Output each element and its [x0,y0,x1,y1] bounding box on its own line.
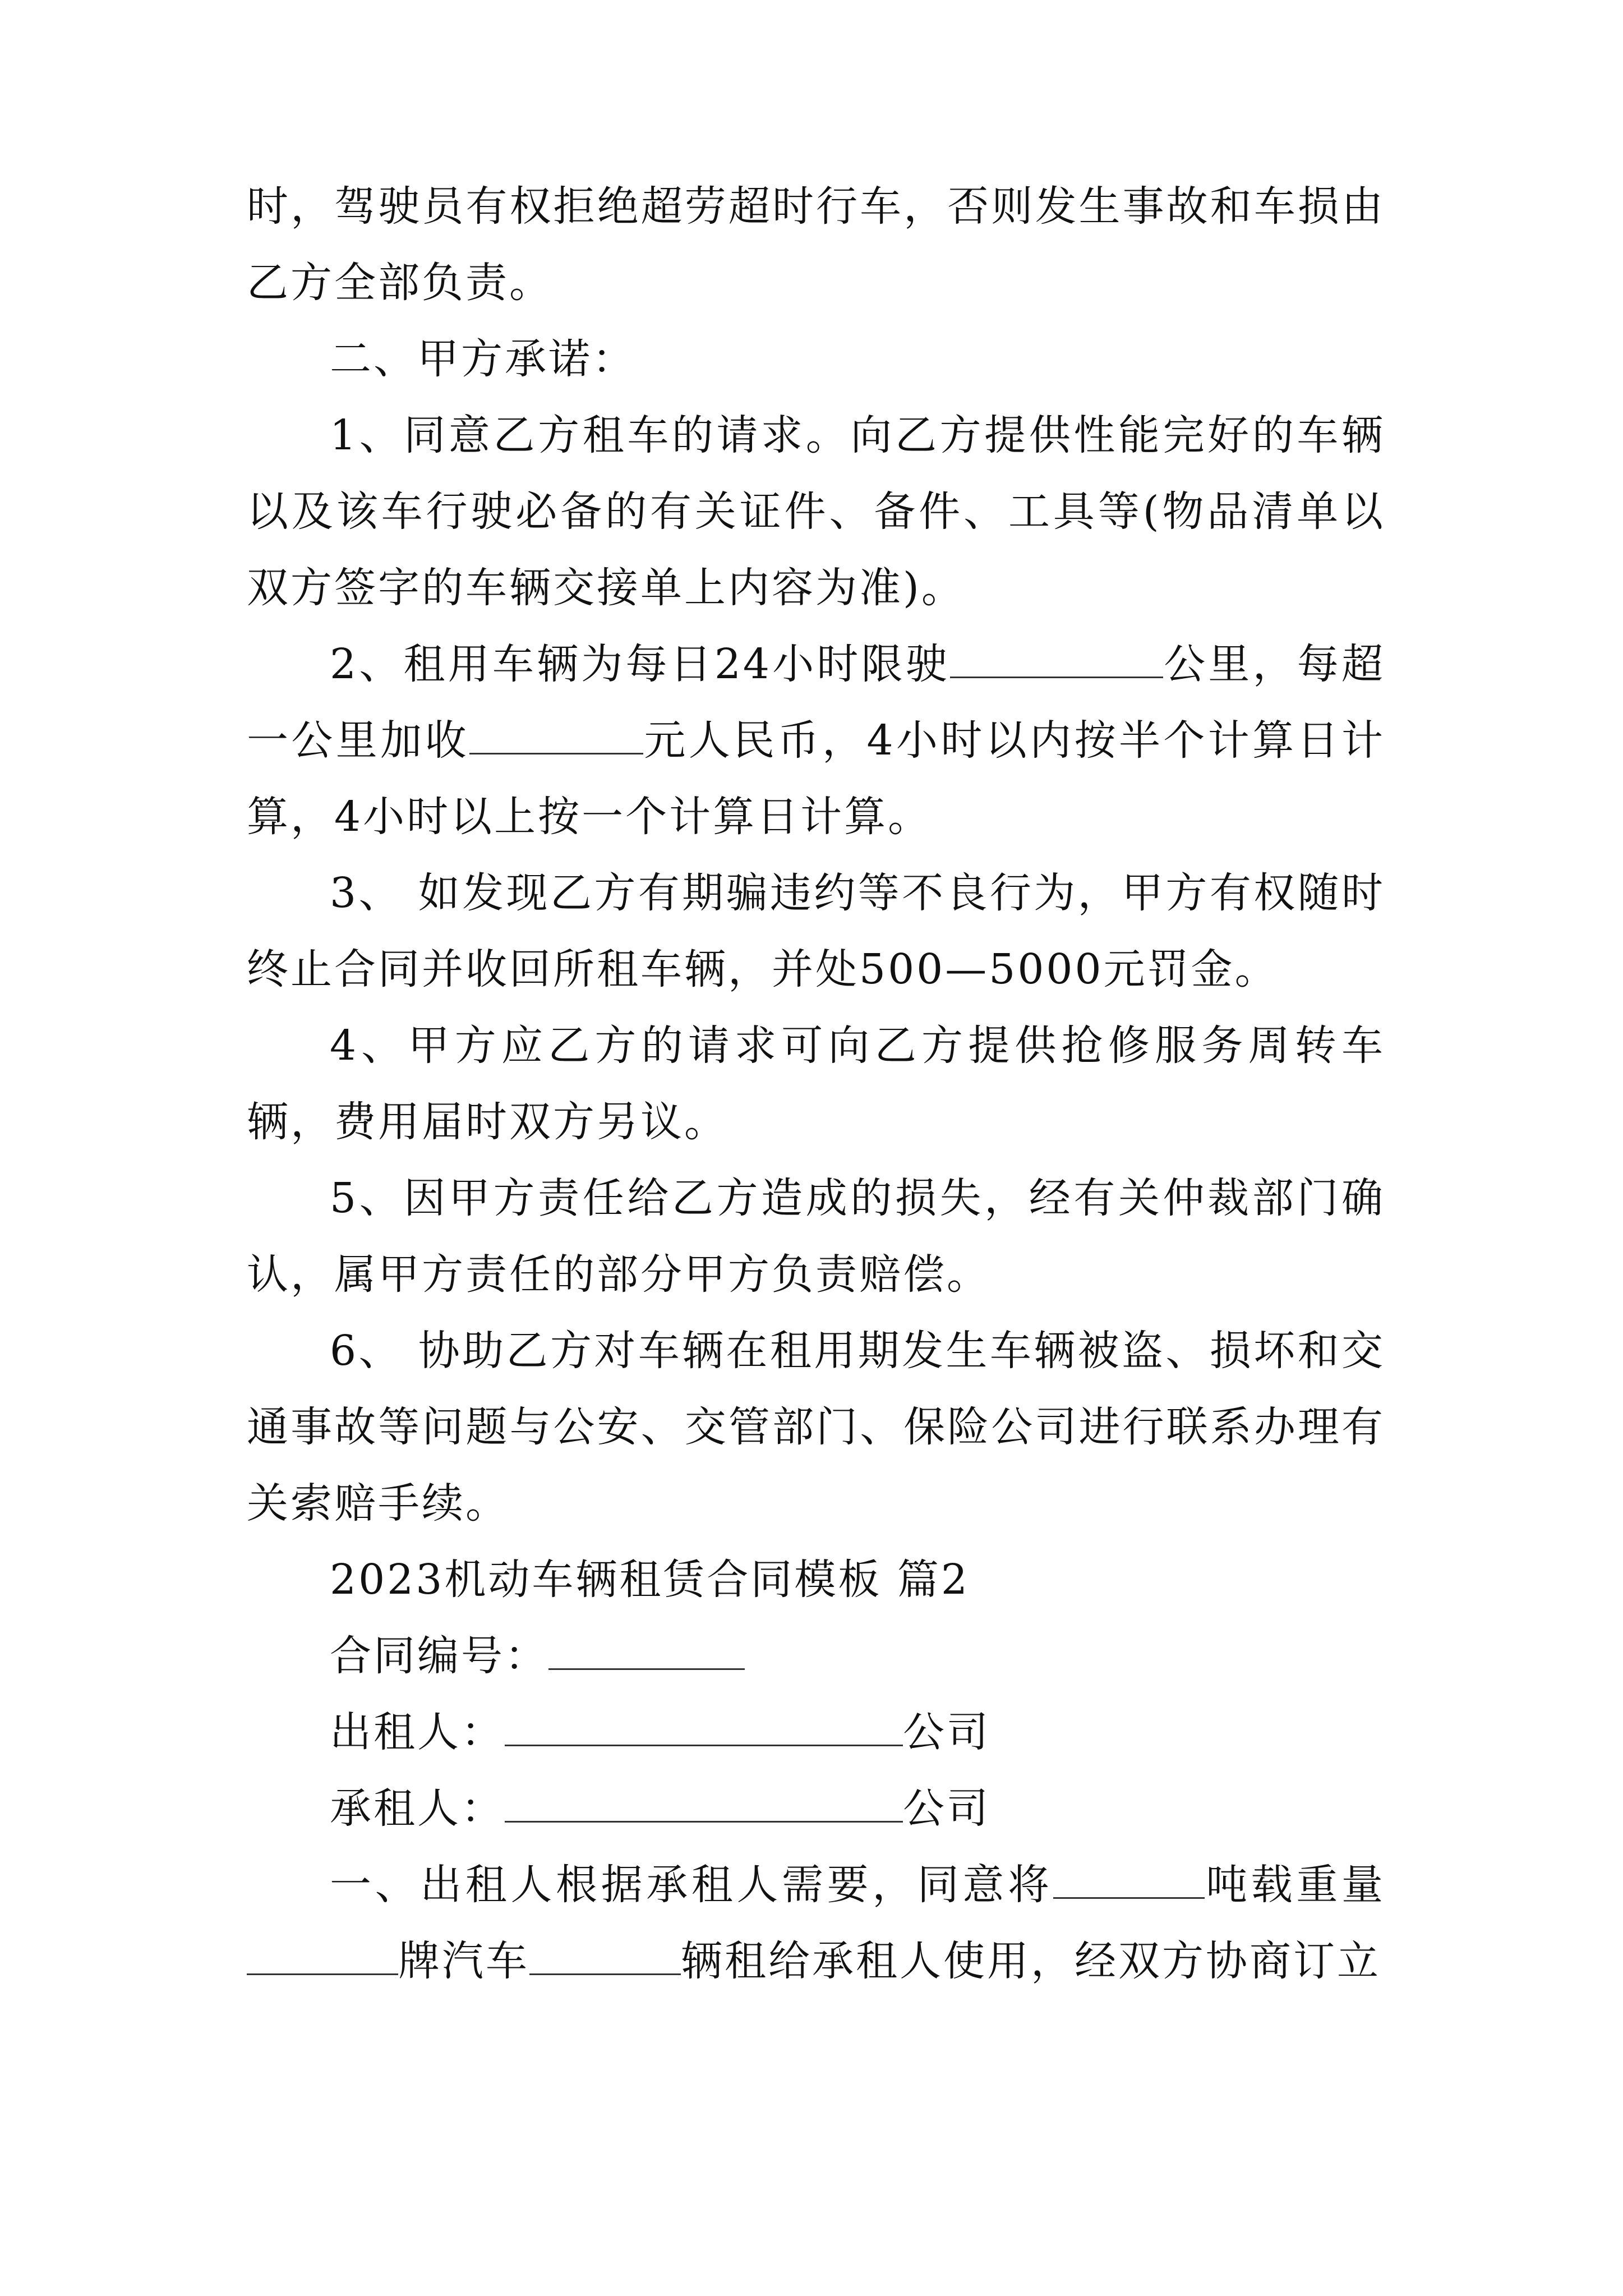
clause-3-termination: 3、 如发现乙方有期骗违约等不良行为，甲方有权随时终止合同并收回所租车辆，并处500—5000元罚金。 [247,869,1385,993]
blank-km-limit [950,639,1163,678]
contract-number-line [247,1618,1385,1694]
intro-text-d: 辆租给承租人使用，经双方协商订立 [681,1937,1381,1985]
clause-2-text-b: 公里，每超一公里加收 [247,640,1386,765]
clause-4-repair-service: 4、甲方应乙方的请求可向乙方提供抢修服务周转车辆，费用届时双方另议。 [247,1022,1385,1146]
clause-2-text-a: 2、租用车辆为每日24小时限驶 [330,640,951,688]
lessor-label: 出租人： [330,1708,505,1756]
clause-1-provide-vehicle: 1、同意乙方租车的请求。向乙方提供性能完好的车辆以及该车行驶必备的有关证件、备件、工具等(物品清单以双方签字的车辆交接单上内容为准)。 [247,411,1385,612]
blank-lessor-name [505,1707,903,1746]
clause-5-compensation: 5、因甲方责任给乙方造成的损失，经有关仲裁部门确认，属甲方责任的部分甲方负责赔偿。 [247,1174,1385,1299]
lessor-line [247,1694,1385,1770]
clause-lease-agreement-intro [247,1847,1385,1999]
contract-number-label: 合同编号： [330,1632,548,1680]
intro-text-a: 一、出租人根据承租人需要，同意将 [330,1861,1053,1909]
blank-tonnage [1053,1860,1205,1899]
blank-vehicle-brand [247,1936,398,1975]
clause-6-accident-assistance: 6、 协助乙方对车辆在租用期发生车辆被盗、损坏和交通事故等问题与公安、交管部门、保险公司进行联系办理有关索赔手续。 [247,1327,1385,1527]
paragraph-driver-overtime: 时，驾驶员有权拒绝超劳超时行车，否则发生事故和车损由乙方全部负责。 [247,182,1385,307]
lessee-label: 承租人： [330,1784,505,1833]
intro-text-c: 牌汽车 [398,1937,529,1985]
document-body [247,168,1385,1999]
lessee-suffix: 公司 [903,1784,990,1833]
clause-2-mileage-limit [247,626,1385,855]
blank-vehicle-count [529,1936,681,1975]
clause-2-text-c: 元人民币，4小时以内按半个计算日计算，4小时以上按一个计算日计算。 [247,716,1385,841]
intro-text-b: 吨载重量 [1204,1861,1386,1909]
blank-lessee-name [505,1783,903,1823]
blank-extra-fee [469,715,643,754]
lessee-line [247,1770,1385,1847]
blank-contract-number [548,1631,745,1670]
contract-template-title-2: 2023机动车辆租赁合同模板 篇2 [330,1556,970,1604]
section-heading-party-a-commitments: 二、甲方承诺： [330,335,636,383]
lessor-suffix: 公司 [903,1708,990,1756]
